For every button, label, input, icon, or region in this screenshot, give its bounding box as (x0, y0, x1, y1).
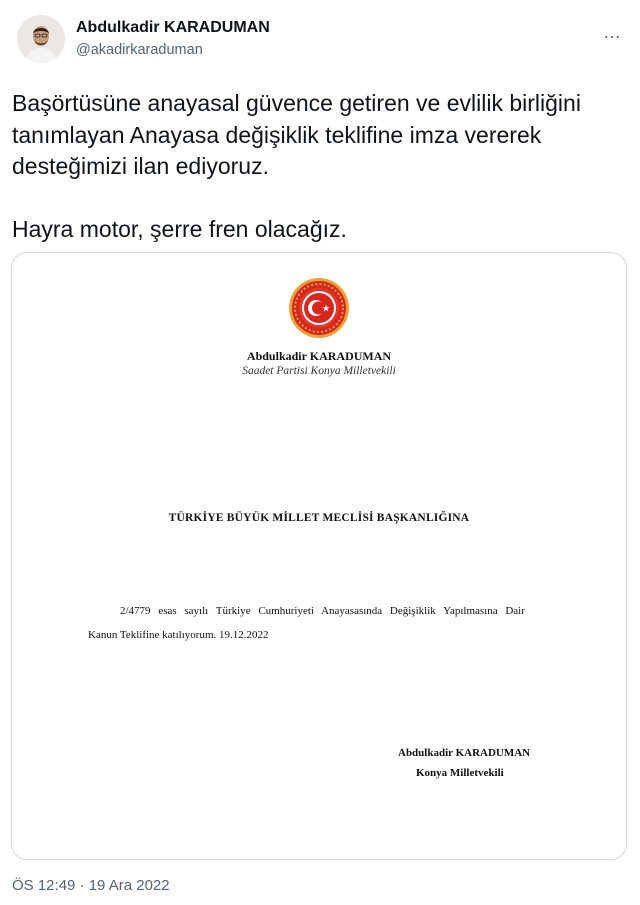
avatar[interactable] (17, 15, 65, 63)
avatar-icon (17, 15, 65, 63)
document-body-line: Kanun Teklifine katılıyorum. 19.12.2022 (88, 629, 269, 641)
document-signature-title: Konya Milletvekili (416, 767, 504, 779)
tbmm-emblem (288, 277, 350, 339)
document-signature-name: Abdulkadir KARADUMAN (398, 747, 531, 759)
user-handle[interactable]: @akadirkaraduman (76, 42, 203, 58)
tweet-header (0, 0, 640, 80)
tweet-text-line: desteğimizi ilan ediyoruz. (12, 153, 269, 179)
media-attachment[interactable] (11, 252, 627, 860)
document-party: Saadet Partisi Konya Milletvekili (242, 365, 396, 377)
tweet-text (12, 88, 632, 245)
tweet-text-line: tanımlayan Anayasa değişiklik teklifine imza vererek (12, 121, 542, 148)
document-body-line: 2/4779 esas sayılı Türkiye Cumhuriyeti Anayasasında Değişiklik Yapılmasına Dair (120, 605, 525, 617)
tweet-timestamp[interactable]: ÖS 12:49 · 19 Ara 2022 (12, 877, 170, 894)
document-image (12, 253, 626, 859)
tweet-text-line: Hayra motor, şerre fren olacağız. (12, 215, 347, 242)
display-name[interactable]: Abdulkadir KARADUMAN (76, 19, 270, 36)
document-heading: TÜRKİYE BÜYÜK MİLLET MECLİSİ BAŞKANLIĞINA (168, 512, 470, 524)
document-author: Abdulkadir KARADUMAN (246, 349, 392, 363)
more-icon[interactable]: … (603, 22, 622, 42)
tweet-text-line: Başörtüsüne anayasal güvence getiren ve evlilik birliğini (12, 90, 581, 116)
